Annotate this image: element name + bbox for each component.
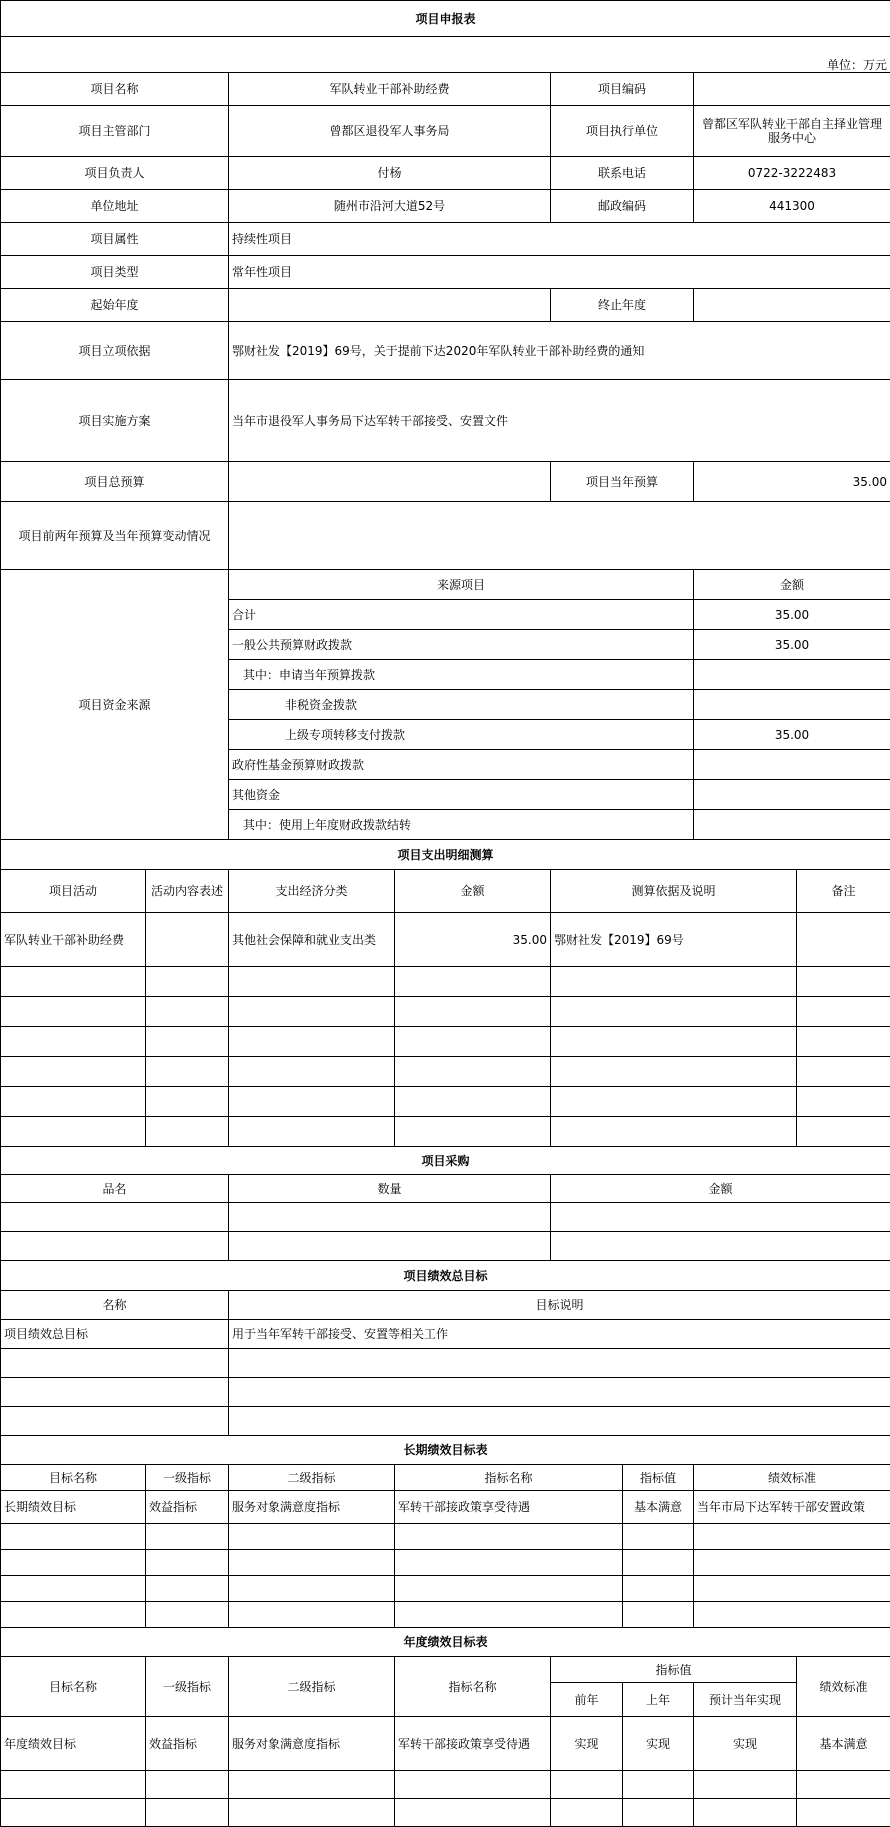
long-term-header: 目标名称 [1, 1465, 146, 1491]
annual-cell: 实现 [623, 1717, 694, 1771]
code-label: 项目编码 [551, 73, 694, 106]
procure-header: 品名 [1, 1175, 229, 1203]
basic-info-table [0, 0, 890, 840]
post-value: 441300 [694, 190, 890, 223]
end-value [694, 289, 890, 322]
leader-label: 项目负责人 [1, 157, 229, 190]
annual-subheader: 预计当年实现 [694, 1683, 797, 1717]
end-label: 终止年度 [551, 289, 694, 322]
annual-cell: 基本满意 [797, 1717, 890, 1771]
expense-cell: 其他社会保障和就业支出类 [229, 913, 395, 967]
procure-table [0, 1146, 890, 1261]
perf-total-header: 目标说明 [229, 1291, 890, 1320]
annual-cell: 效益指标 [146, 1717, 229, 1771]
dept-value: 曾都区退役军人事务局 [229, 106, 551, 157]
expense-cell: 军队转业干部补助经费 [1, 913, 146, 967]
type-label: 项目类型 [1, 256, 229, 289]
long-term-header: 一级指标 [146, 1465, 229, 1491]
annual-cell: 年度绩效目标 [1, 1717, 146, 1771]
exec-label: 项目执行单位 [551, 106, 694, 157]
long-term-header: 指标值 [623, 1465, 694, 1491]
annual-cell: 服务对象满意度指标 [229, 1717, 395, 1771]
addr-label: 单位地址 [1, 190, 229, 223]
expense-header: 支出经济分类 [229, 870, 395, 913]
expense-table [0, 839, 890, 1147]
total-label: 项目总预算 [1, 462, 229, 502]
expense-title: 项目支出明细测算 [1, 840, 890, 870]
expense-header: 备注 [797, 870, 890, 913]
perf-total-table [0, 1260, 890, 1436]
phone-value: 0722-3222483 [694, 157, 890, 190]
funding-col-source: 来源项目 [229, 570, 694, 600]
change-label: 项目前两年预算及当年预算变动情况 [1, 502, 229, 570]
expense-header: 活动内容表述 [146, 870, 229, 913]
annual-header: 二级指标 [229, 1657, 395, 1717]
funding-row: 政府性基金预算财政拨款 [229, 750, 694, 780]
expense-cell [797, 913, 890, 967]
expense-cell: 35.00 [395, 913, 551, 967]
leader-value: 付杨 [229, 157, 551, 190]
change-value [229, 502, 890, 570]
phone-label: 联系电话 [551, 157, 694, 190]
expense-header: 测算依据及说明 [551, 870, 797, 913]
funding-amount [694, 660, 890, 690]
expense-cell [146, 913, 229, 967]
expense-header: 金额 [395, 870, 551, 913]
exec-value: 曾都区军队转业干部自主择业管理服务中心 [694, 106, 890, 157]
page-title: 项目申报表 [1, 1, 890, 37]
funding-row: 合计 [229, 600, 694, 630]
long-term-cell: 当年市局下达军转干部安置政策 [694, 1491, 890, 1524]
annual-table [0, 1627, 890, 1827]
start-value [229, 289, 551, 322]
perf-total-cell: 项目绩效总目标 [1, 1320, 229, 1349]
funding-row: 其中：使用上年度财政拨款结转 [229, 810, 694, 840]
perf-total-cell: 用于当年军转干部接受、安置等相关工作 [229, 1320, 890, 1349]
attr-value: 持续性项目 [229, 223, 890, 256]
funding-label: 项目资金来源 [1, 570, 229, 840]
long-term-header: 绩效标准 [694, 1465, 890, 1491]
annual-title: 年度绩效目标表 [1, 1628, 890, 1657]
dept-label: 项目主管部门 [1, 106, 229, 157]
unit-label: 单位：万元 [1, 37, 890, 73]
year-value: 35.00 [694, 462, 890, 502]
post-label: 邮政编码 [551, 190, 694, 223]
plan-label: 项目实施方案 [1, 380, 229, 462]
addr-value: 随州市沿河大道52号 [229, 190, 551, 223]
funding-row: 其中：申请当年预算拨款 [229, 660, 694, 690]
attr-label: 项目属性 [1, 223, 229, 256]
perf-total-header: 名称 [1, 1291, 229, 1320]
annual-cell: 军转干部接政策享受待遇 [395, 1717, 551, 1771]
basis-value: 鄂财社发【2019】69号，关于提前下达2020年军队转业干部补助经费的通知 [229, 322, 890, 380]
long-term-header: 二级指标 [229, 1465, 395, 1491]
table-row [1, 1717, 890, 1771]
funding-col-amount: 金额 [694, 570, 890, 600]
procure-header: 金额 [551, 1175, 890, 1203]
name-label: 项目名称 [1, 73, 229, 106]
expense-cell: 鄂财社发【2019】69号 [551, 913, 797, 967]
annual-header: 一级指标 [146, 1657, 229, 1717]
expense-header: 项目活动 [1, 870, 146, 913]
annual-subheader: 上年 [623, 1683, 694, 1717]
long-term-cell: 服务对象满意度指标 [229, 1491, 395, 1524]
annual-header: 目标名称 [1, 1657, 146, 1717]
table-row [1, 913, 890, 967]
funding-amount: 35.00 [694, 720, 890, 750]
funding-amount: 35.00 [694, 600, 890, 630]
plan-value: 当年市退役军人事务局下达军转干部接受、安置文件 [229, 380, 890, 462]
long-term-cell: 基本满意 [623, 1491, 694, 1524]
year-label: 项目当年预算 [551, 462, 694, 502]
funding-amount [694, 780, 890, 810]
funding-amount [694, 690, 890, 720]
start-label: 起始年度 [1, 289, 229, 322]
total-value [229, 462, 551, 502]
long-term-cell: 效益指标 [146, 1491, 229, 1524]
funding-row: 其他资金 [229, 780, 694, 810]
type-value: 常年性项目 [229, 256, 890, 289]
perf-total-title: 项目绩效总目标 [1, 1261, 890, 1291]
annual-cell: 实现 [551, 1717, 623, 1771]
long-term-cell: 长期绩效目标 [1, 1491, 146, 1524]
funding-amount [694, 750, 890, 780]
long-term-title: 长期绩效目标表 [1, 1436, 890, 1465]
funding-row: 一般公共预算财政拨款 [229, 630, 694, 660]
code-value [694, 73, 890, 106]
funding-row: 上级专项转移支付拨款 [229, 720, 694, 750]
annual-subheader: 前年 [551, 1683, 623, 1717]
basis-label: 项目立项依据 [1, 322, 229, 380]
annual-header: 指标名称 [395, 1657, 551, 1717]
table-row [1, 1320, 890, 1349]
annual-cell: 实现 [694, 1717, 797, 1771]
funding-row: 非税资金拨款 [229, 690, 694, 720]
funding-amount [694, 810, 890, 840]
annual-header: 绩效标准 [797, 1657, 890, 1717]
name-value: 军队转业干部补助经费 [229, 73, 551, 106]
long-term-cell: 军转干部接政策享受待遇 [395, 1491, 623, 1524]
funding-amount: 35.00 [694, 630, 890, 660]
annual-header: 指标值 [551, 1657, 797, 1683]
long-term-header: 指标名称 [395, 1465, 623, 1491]
table-row [1, 1491, 890, 1524]
procure-title: 项目采购 [1, 1147, 890, 1175]
long-term-table [0, 1435, 890, 1628]
procure-header: 数量 [229, 1175, 551, 1203]
